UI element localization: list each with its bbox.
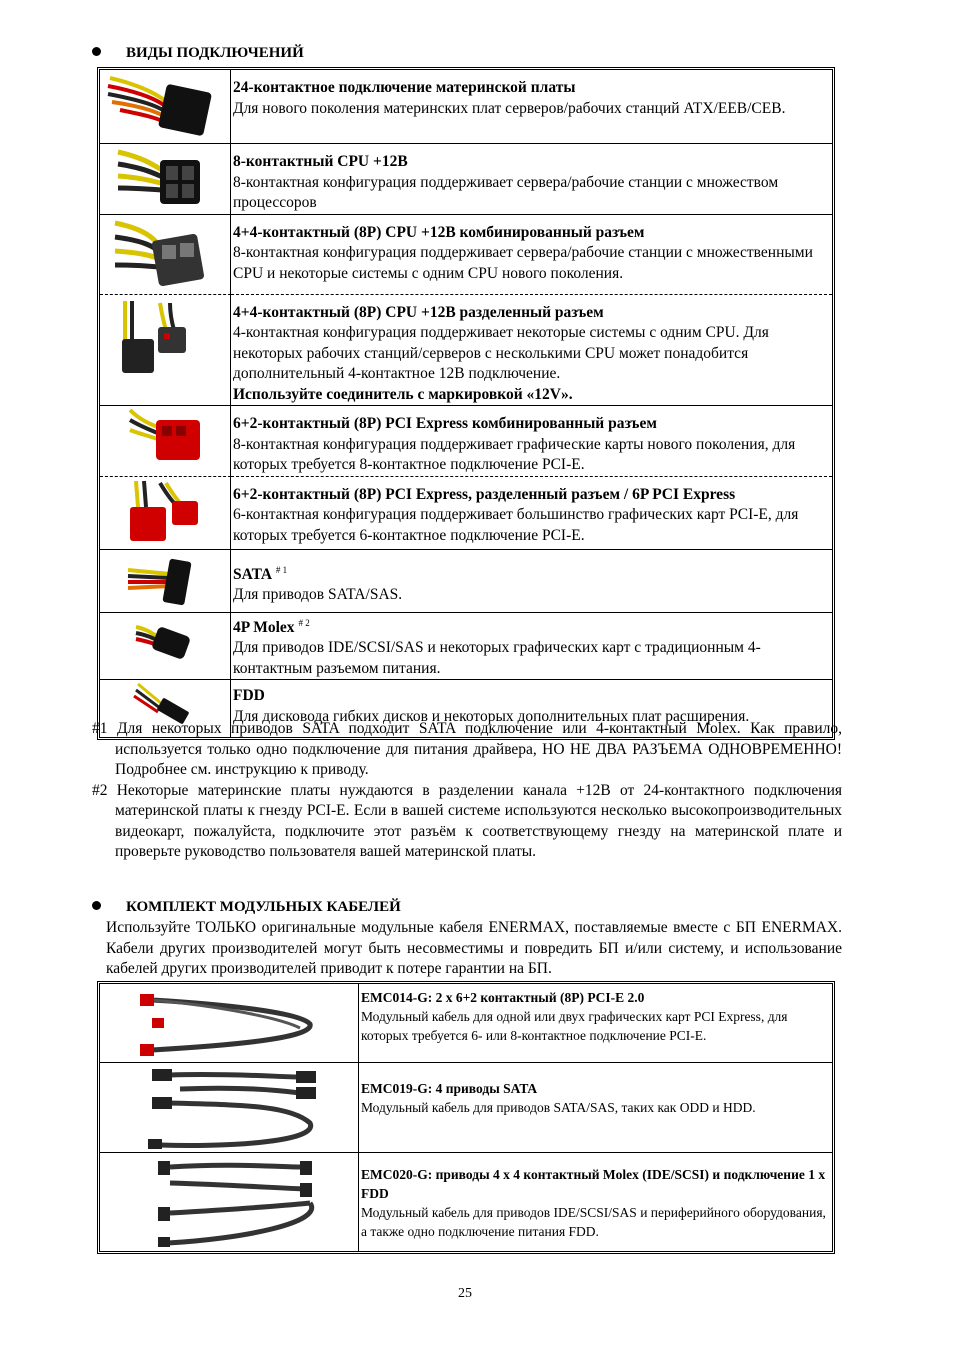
cable-emc014-image: [100, 984, 359, 1063]
row-title: 4+4-контактный (8P) CPU +12В разделенный разъем: [233, 303, 604, 321]
row-title: 4+4-контактный (8P) CPU +12В комбинированный разъем: [233, 223, 645, 241]
footnote-1: #1 Для некоторых приводов SATA подходит SATA подключение или 4-контактный Molex. Как правило, используется только одно подключение для питания драйвера, НО НЕ ДВА РАЗЪЕМА ОДНОВРЕМЕННО! Подробнее см. инструкцию к приводу.: [92, 720, 842, 778]
row-description: 8-контактная конфигурация поддерживает сервера/рабочие станции с множественными CPU и некоторые системы с одним CPU нового поколения.: [233, 244, 813, 282]
footnote-marker: # 2: [298, 617, 310, 628]
connector-4plus4-split-image: [100, 295, 231, 407]
row-title: 6+2-контактный (8P) PCI Express комбинированный разъем: [233, 415, 657, 432]
table-row: [100, 215, 832, 295]
row-title: 8-контактный CPU +12В: [233, 153, 408, 170]
row-title: 6+2-контактный (8P) PCI Express, разделенный разъем / 6P PCI Express: [233, 485, 736, 503]
bullet-icon: [92, 901, 101, 910]
connector-6plus2-split-image: [100, 477, 231, 550]
row-description: Модульный кабель для одной или двух графических карт PCI Express, для которых требуется 6- или 8-контактное подключение PCI-E.: [361, 1009, 788, 1043]
connector-molex-image: [100, 613, 231, 681]
modular-cables-intro: Используйте ТОЛЬКО оригинальные модульные кабеля ENERMAX, поставляемые вместе с БП ENERMAX. Кабели других производителей могут быть несовместимы и повредить БП и/или систему, и использование кабелей других производителей приводит к потере гарантии на БП.: [106, 919, 842, 977]
row-description: Для дисковода гибких дисков и некоторых дополнительных плат расширения.: [233, 707, 750, 725]
table-row: [100, 550, 832, 613]
page-number: 25: [458, 1286, 472, 1301]
row-title: EMC020-G: приводы 4 х 4 контактный Molex (IDE/SCSI) и подключение 1 х FDD: [361, 1167, 826, 1201]
modular-cables-table: [97, 981, 835, 1254]
row-title: SATA: [233, 565, 273, 583]
section-heading-connections: ВИДЫ ПОДКЛЮЧЕНИЙ: [92, 45, 304, 62]
connector-8pin-cpu-image: [100, 144, 231, 215]
table-row: [100, 70, 832, 144]
row-description: Для нового поколения материнских плат серверов/рабочих станций ATX/EEB/CEB.: [233, 99, 786, 117]
table-row: [100, 984, 832, 1063]
row-description: Для приводов IDE/SCSI/SAS и некоторых графических карт с традиционным 4-контактным разъемом питания.: [233, 639, 761, 677]
row-description: 4-контактная конфигурация поддерживает некоторые системы с одним CPU. Для некоторых рабочих станций/серверов с несколькими CPU может понадобится дополнительный 4-контактное 12В подключение.: [233, 324, 769, 382]
row-title: EMC014-G: 2 х 6+2 контактный (8P) PCI-E 2.0: [361, 990, 645, 1005]
table-row: [100, 295, 832, 407]
connector-sata-image: [100, 550, 231, 613]
row-title: 4P Molex: [233, 618, 295, 636]
table-row: [100, 613, 832, 681]
connector-6plus2-combined-image: [100, 406, 231, 477]
footnote-marker: # 1: [275, 564, 288, 575]
row-description: Модульный кабель для приводов SATA/SAS, таких как ODD и HDD.: [361, 1100, 756, 1115]
footnotes: [92, 719, 842, 863]
cable-emc019-image: [100, 1063, 359, 1153]
row-title: EMC019-G: 4 приводы SATA: [361, 1081, 538, 1096]
connector-24pin-image: [100, 70, 231, 144]
cable-emc020-image: [100, 1153, 359, 1251]
table-row: [100, 477, 832, 550]
row-description: Модульный кабель для приводов IDE/SCSI/SAS и периферийного оборудования, а также одно подключение питания FDD.: [361, 1205, 826, 1239]
row-title: FDD: [233, 687, 265, 705]
connector-types-table: [97, 67, 835, 740]
row-description: 8-контактная конфигурация поддерживает графические карты нового поколения, для которых требуется 8-контактное подключение PCI-E.: [233, 435, 796, 473]
table-row: [100, 406, 832, 477]
row-description: Для приводов SATA/SAS.: [233, 586, 403, 604]
bullet-icon: [92, 47, 101, 56]
row-description: 8-контактная конфигурация поддерживает сервера/рабочие станции с множеством процессоров: [233, 173, 779, 211]
row-title: 24-контактное подключение материнской платы: [233, 79, 576, 96]
table-row: [100, 1153, 832, 1251]
connector-4plus4-combined-image: [100, 215, 231, 295]
footnote-2: #2 Некоторые материнские платы нуждаются в разделении канала +12В от 24-контактного подключения материнской платы к гнезду PCI-E. Если в вашей системе используются несколько высокопроизводительных видеокарт, пожалуйста, подключите этот разъём к соответствующему гнезду на материнской плате и проверьте руководство пользователя вашей материнской платы.: [92, 781, 842, 860]
table-row: [100, 144, 832, 215]
table-row: [100, 1063, 832, 1153]
row-description: 6-контактная конфигурация поддерживает большинство графических карт PCI-E, для которых требуется 6-контактное подключение PCI-E.: [233, 506, 799, 544]
section-heading-modular-cables: КОМПЛЕКТ МОДУЛЬНЫХ КАБЕЛЕЙ: [92, 899, 401, 916]
row-note: Используйте соединитель с маркировкой «12V».: [233, 385, 573, 403]
